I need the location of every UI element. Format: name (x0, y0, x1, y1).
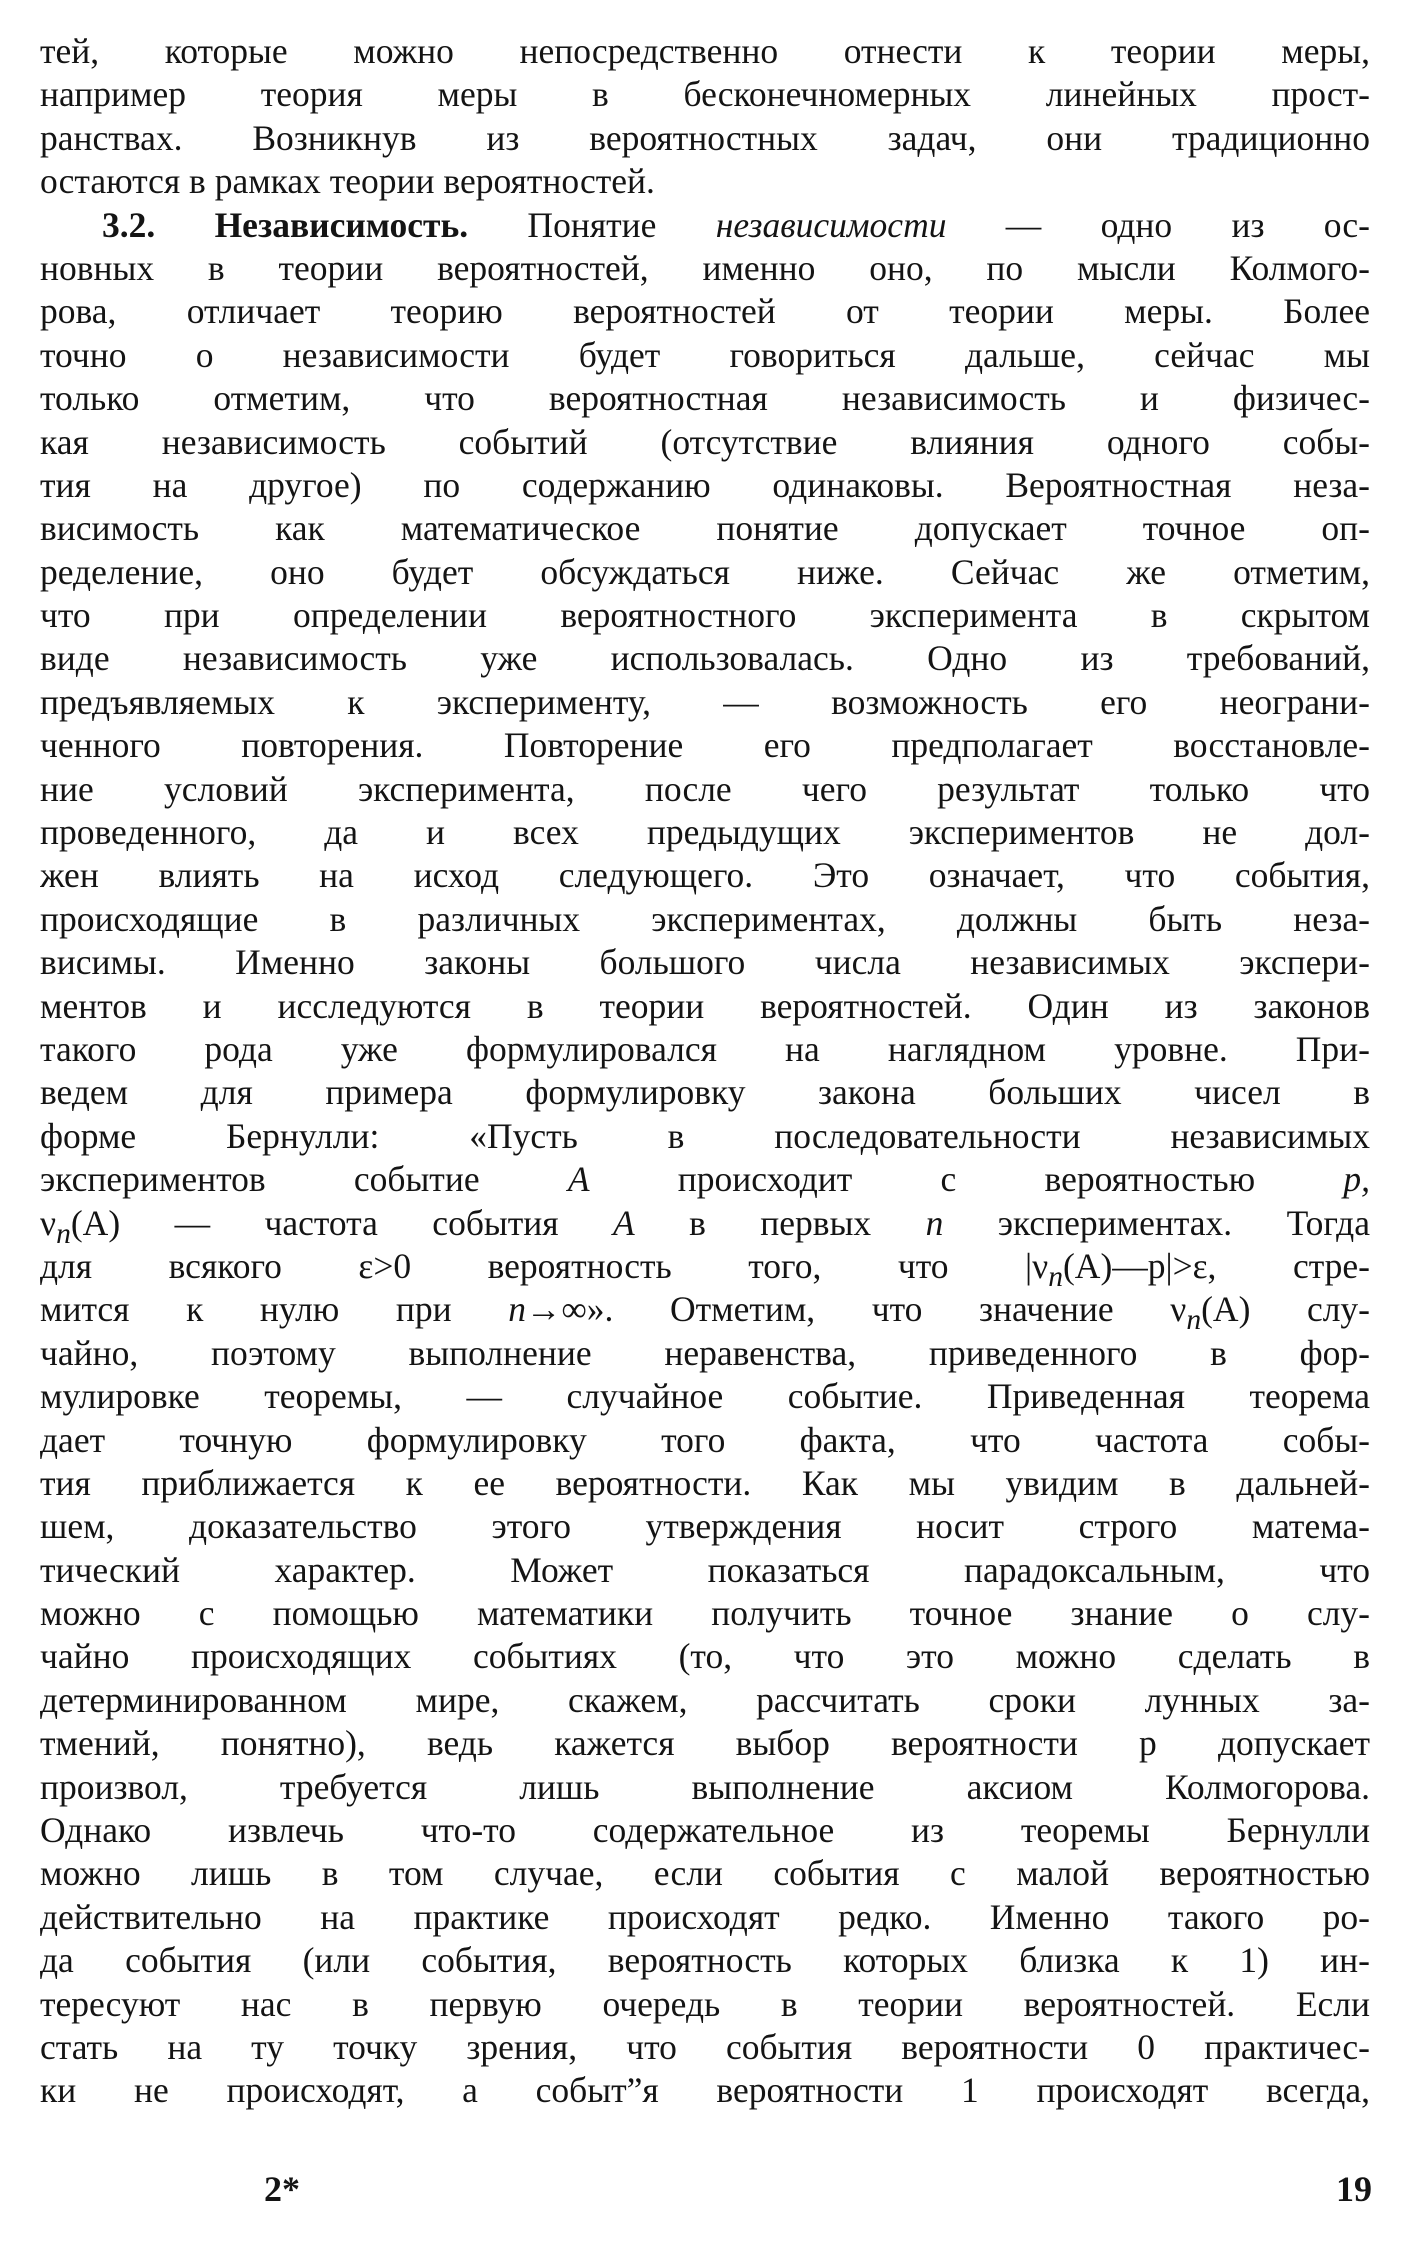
text-line: шем, доказательство этого утверждения носит строго матема- (40, 1506, 1370, 1547)
text-line: что при определении вероятностного эксперимента в скрытом (40, 595, 1370, 636)
text-line: тей, которые можно непосредственно отнести к теории меры, (40, 31, 1370, 71)
text-line: точно о независимости будет говориться дальше, сейчас мы (40, 334, 1370, 375)
text-line: тия приближается к ее вероятности. Как мы увидим в дальней- (40, 1462, 1370, 1503)
text-line: дает точную формулировку того факта, что частота собы- (40, 1419, 1370, 1460)
text-fragment: мится к нулю при (40, 1289, 509, 1330)
text-fragment: (A) слу- (1201, 1289, 1370, 1330)
text-line: форме Бернулли: «Пусть в последовательности независимых (40, 1115, 1370, 1156)
formula-line (40, 1158, 1370, 1201)
text-line: стать на ту точку зрения, что события вероятности 0 практичес- (40, 2026, 1370, 2067)
text-line: новных в теории вероятностей, именно оно, по мысли Колмого- (40, 247, 1370, 288)
section-heading-line (40, 204, 1370, 247)
page-number: 19 (1336, 2169, 1372, 2209)
text-line: действительно на практике происходят редко. Именно такого ро- (40, 1896, 1370, 1937)
formula-line (40, 1288, 1370, 1331)
formula-line (40, 1202, 1370, 1245)
text-line: остаются в рамках теории вероятностей. (40, 161, 655, 202)
text-line: можно лишь в том случае, если события с малой вероятностью (40, 1853, 1370, 1894)
text-line: ки не происходят, а событ”я вероятности 1 происходят всегда, (40, 2070, 1370, 2111)
formula-line (40, 1245, 1370, 1288)
text-line: чайно происходящих событиях (то, что это можно сделать в (40, 1636, 1370, 1677)
signature-mark: 2* (264, 2169, 300, 2209)
math-symbol: ν (40, 1202, 57, 1243)
text-fragment: для всякого ε>0 вероятность того, что |ν (40, 1245, 1049, 1286)
text-line: Однако извлечь что-то содержательное из теоремы Бернулли (40, 1810, 1370, 1851)
text-line: чайно, поэтому выполнение неравенства, приведенного в фор- (40, 1332, 1370, 1373)
text-line: предъявляемых к эксперименту, — возможность его неограни- (40, 681, 1370, 722)
text-line: кая независимость событий (отсутствие влияния одного собы- (40, 421, 1370, 462)
text-line: жен влиять на исход следующего. Это означает, что события, (40, 855, 1370, 896)
text-line: тмений, понятно), ведь кажется выбор вероятности p допускает (40, 1723, 1370, 1764)
text-line: например теория меры в бесконечномерных линейных прост- (40, 74, 1370, 115)
math-subscript: n (1048, 1261, 1063, 1289)
text-line: тический характер. Может показаться парадоксальным, что (40, 1549, 1370, 1590)
emphasized-term: независимости (715, 204, 947, 245)
text-line: да события (или события, вероятность которых близка к 1) ин- (40, 1940, 1370, 1981)
math-subscript: n (1186, 1304, 1202, 1332)
text-line: рова, отличает теорию вероятностей от теории меры. Более (40, 291, 1370, 332)
math-symbol: n (508, 1289, 526, 1330)
text-fragment: (A) — частота события (70, 1202, 613, 1243)
text-line: произвол, требуется лишь выполнение аксиом Колмогорова. (40, 1766, 1370, 1807)
text-fragment: (A)—p|>ε, стре- (1062, 1245, 1370, 1286)
text-line: мулировке теоремы, — случайное событие. Приведенная теорема (40, 1376, 1370, 1417)
text-line: ментов и исследуются в теории вероятностей. Один из законов (40, 985, 1370, 1026)
text-line: детерминированном мире, скажем, рассчитать сроки лунных за- (40, 1679, 1370, 1720)
text-line: проведенного, да и всех предыдущих экспериментов не дол- (40, 812, 1370, 853)
text-line: ведем для примера формулировку закона больших чисел в (40, 1072, 1370, 1113)
text-line: тия на другое) по содержанию одинаковы. Вероятностная неза- (40, 464, 1370, 505)
text-line: происходящие в различных экспериментах, должны быть неза- (40, 898, 1370, 939)
math-subscript: n (56, 1217, 71, 1245)
math-symbol: A (613, 1202, 635, 1243)
text-line: только отметим, что вероятностная независимость и физичес- (40, 378, 1370, 419)
text-line: такого рода уже формулировался на наглядном уровне. При- (40, 1028, 1370, 1069)
text-fragment: →∞». Отметим, что значение ν (525, 1289, 1187, 1330)
text-fragment: экспериментах. Тогда (943, 1202, 1370, 1243)
math-symbol: n (925, 1202, 944, 1243)
text-line: висимы. Именно законы большого числа независимых экспери- (40, 942, 1370, 983)
text-fragment: Понятие (468, 204, 716, 245)
text-line: виде независимость уже использовалась. Одно из требований, (40, 638, 1370, 679)
text-fragment: в первых (634, 1202, 926, 1243)
text-line: ние условий эксперимента, после чего результат только что (40, 768, 1370, 809)
text-fragment: экспериментов событие (40, 1159, 568, 1200)
text-line: ранствах. Возникнув из вероятностных задач, они традиционно (40, 117, 1370, 158)
text-line: ченного повторения. Повторение его предполагает восстановле- (40, 725, 1370, 766)
math-symbol: p, (1343, 1159, 1370, 1200)
math-symbol: A (567, 1159, 590, 1200)
text-line: можно с помощью математики получить точное знание о слу- (40, 1593, 1370, 1634)
text-fragment: происходит с вероятностью (589, 1159, 1344, 1200)
body-text (40, 30, 1370, 2113)
text-line: ределение, оно будет обсуждаться ниже. Сейчас же отметим, (40, 551, 1370, 592)
text-fragment: — одно из ос- (946, 204, 1370, 245)
text-line: висимость как математическое понятие допускает точное оп- (40, 508, 1370, 549)
section-heading: 3.2. Независимость. (102, 204, 469, 245)
text-line: тересуют нас в первую очередь в теории вероятностей. Если (40, 1983, 1370, 2024)
